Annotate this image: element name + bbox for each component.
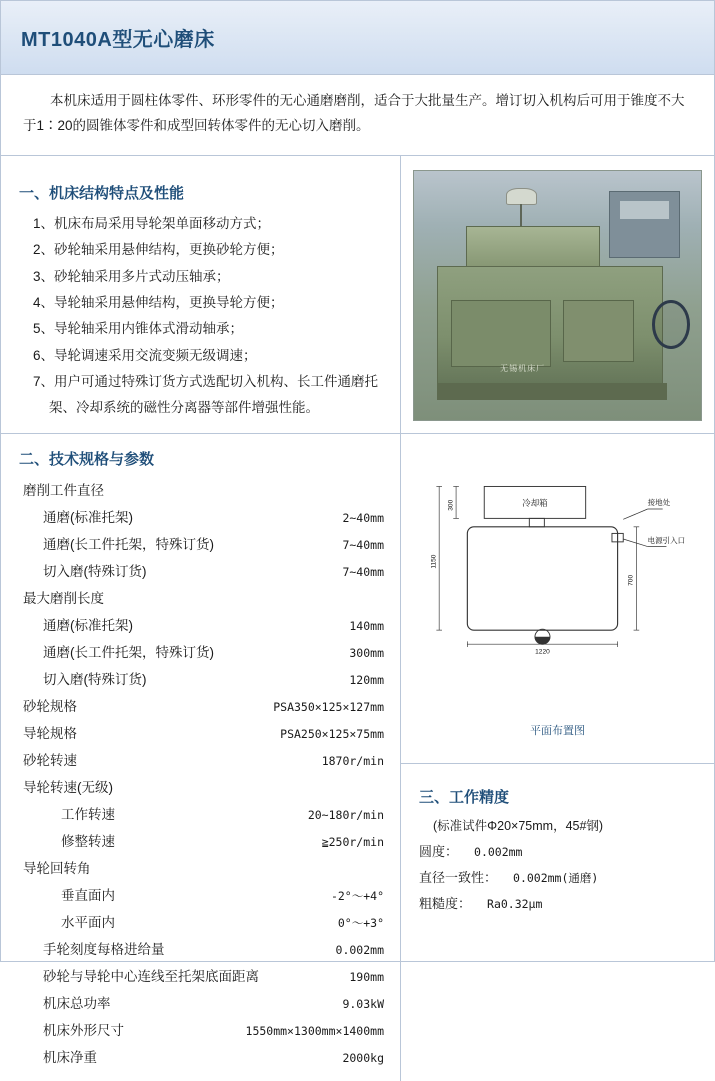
section-structure-features — [1, 156, 400, 433]
spec-list — [19, 477, 384, 1071]
list-item: 6、导轮调速采用交流变频无级调速； — [33, 347, 257, 363]
spec-row — [19, 774, 384, 801]
list-item: 4、导轮轴采用悬伸结构，更换导轮方便； — [33, 294, 284, 310]
section-technical-specs — [1, 434, 400, 1081]
handwheel-icon — [652, 300, 690, 348]
list-item: 1、机床布局采用导轮架单面移动方式； — [33, 215, 271, 231]
spec-label: 通磨(长工件托架，特殊订货) — [43, 644, 214, 660]
intro-section — [1, 75, 714, 156]
spec-value: 20~180r/min — [307, 807, 384, 822]
spec-row — [19, 666, 384, 693]
spec-value: PSA350×125×127mm — [273, 699, 384, 714]
accuracy-row — [419, 891, 698, 917]
spec-value: 0°～+3° — [337, 915, 384, 930]
machine-photo-cell — [401, 156, 714, 433]
spec-value: 1870r/min — [321, 753, 384, 768]
layout-drawing — [411, 452, 704, 720]
section3-title: 三、工作精度 — [419, 788, 510, 806]
spec-label: 磨削工件直径 — [23, 482, 104, 498]
spec-label: 机床净重 — [43, 1049, 97, 1065]
spec-label: 通磨(长工件托架，特殊订货) — [43, 536, 214, 552]
spec-row — [19, 612, 384, 639]
accuracy-label: 直径一致性： — [419, 869, 498, 885]
spec-label: 修整转速 — [61, 833, 115, 849]
control-cabinet-shape — [609, 191, 680, 258]
feature-list — [19, 211, 384, 422]
accuracy-label: 粗糙度： — [419, 895, 472, 911]
spec-value: PSA250×125×75mm — [280, 726, 384, 741]
spec-row — [19, 720, 384, 747]
spec-label: 机床外形尺寸 — [43, 1022, 124, 1038]
spec-row — [19, 477, 384, 504]
spec-row — [19, 909, 384, 936]
accuracy-row — [419, 839, 698, 865]
accuracy-note: (标准试件Φ20×75mm，45#钢) — [433, 818, 604, 833]
page-header — [1, 1, 714, 75]
accuracy-value: Ra0.32μm — [487, 896, 543, 911]
spec-value: 1550mm×1300mm×1400mm — [245, 1023, 384, 1038]
spec-value: 2~40mm — [342, 510, 384, 525]
work-lamp-icon — [506, 188, 537, 205]
spec-row — [19, 693, 384, 720]
spec-label: 导轮回转角 — [23, 860, 91, 876]
spec-row — [19, 585, 384, 612]
spec-row — [19, 855, 384, 882]
spec-value: 190mm — [349, 969, 384, 984]
spec-label: 水平面内 — [61, 914, 115, 930]
spec-row — [19, 504, 384, 531]
spec-value: 140mm — [349, 618, 384, 633]
machine-photo — [413, 170, 702, 421]
spec-row — [19, 531, 384, 558]
spec-row — [19, 828, 384, 855]
spec-label: 导轮转速(无级) — [23, 779, 113, 795]
spec-value: 120mm — [349, 672, 384, 687]
spec-row — [19, 747, 384, 774]
spec-label: 最大磨削长度 — [23, 590, 104, 606]
spec-label: 机床总功率 — [43, 995, 111, 1011]
spec-value: -2°～+4° — [330, 888, 384, 903]
spec-value: 7~40mm — [342, 564, 384, 579]
dim-right: 700 — [627, 574, 635, 586]
drawing-accuracy-column — [401, 434, 714, 1081]
spec-label: 切入磨(特殊订货) — [43, 563, 147, 579]
spec-label: 砂轮与导轮中心连线至托架底面距离 — [43, 968, 259, 984]
spec-row — [19, 1044, 384, 1071]
features-photo-row — [1, 156, 714, 434]
spec-value: 7~40mm — [342, 537, 384, 552]
spec-label: 砂轮转速 — [23, 752, 77, 768]
spec-value: 0.002mm — [335, 942, 384, 957]
features-column — [1, 156, 401, 433]
coolant-tank-label: 冷却箱 — [522, 498, 548, 509]
dim-left-small: 300 — [447, 499, 455, 511]
accuracy-value: 0.002mm — [474, 844, 523, 859]
layout-drawing-svg — [411, 452, 704, 720]
dim-left-total: 1150 — [430, 554, 438, 569]
accuracy-label: 圆度： — [419, 843, 459, 859]
layout-drawing-cell — [401, 434, 714, 764]
photo-column — [401, 156, 714, 433]
spec-label: 手轮刻度每格进给量 — [43, 941, 165, 957]
ground-point-label: 接地处 — [647, 498, 671, 508]
spec-row — [19, 882, 384, 909]
spec-label: 切入磨(特殊订货) — [43, 671, 147, 687]
spec-label: 通磨(标准托架) — [43, 509, 133, 525]
machine-brand-text: 无锡机床厂 — [500, 363, 546, 373]
list-item: 7、用户可通过特殊订货方式选配切入机构、长工件通磨托 — [33, 373, 379, 389]
power-inlet-label: 电源引入口 — [647, 535, 686, 545]
page-title: MT1040A型无心磨床 — [21, 29, 215, 51]
accuracy-value: 0.002mm(通磨) — [513, 870, 599, 885]
spec-row — [19, 1017, 384, 1044]
spec-row — [19, 558, 384, 585]
dim-bottom: 1220 — [535, 648, 550, 656]
machine-plinth — [437, 383, 667, 400]
list-item: 3、砂轮轴采用多片式动压轴承； — [33, 268, 230, 284]
spec-label: 工作转速 — [61, 806, 115, 822]
machine-side-panel — [563, 300, 634, 362]
spec-row — [19, 936, 384, 963]
intro-paragraph: 本机床适用于圆柱体零件、环形零件的无心通磨磨削，适合于大批量生产。增订切入机构后可用于锥度不大于1∶20的圆锥体零件和成型回转体零件的无心切入磨削。 — [23, 93, 685, 133]
spec-row — [19, 801, 384, 828]
section-working-accuracy — [401, 764, 714, 927]
spec-label: 垂直面内 — [61, 887, 115, 903]
spec-row — [19, 639, 384, 666]
specs-column — [1, 434, 401, 1081]
drawing-caption: 平面布置图 — [530, 724, 585, 737]
specs-drawing-row — [1, 434, 714, 1081]
spec-label: 导轮规格 — [23, 725, 77, 741]
spec-label: 砂轮规格 — [23, 698, 77, 714]
list-item-continuation — [19, 395, 384, 421]
machine-front-panel — [451, 300, 551, 367]
spec-value: 2000kg — [342, 1050, 384, 1065]
list-item: 5、导轮轴采用内锥体式滑动轴承； — [33, 321, 244, 337]
section1-title: 一、机床结构特点及性能 — [19, 184, 185, 202]
spec-value: ≧250r/min — [321, 834, 384, 849]
spec-value: 9.03kW — [342, 996, 384, 1011]
spec-value: 300mm — [349, 645, 384, 660]
list-item: 2、砂轮轴采用悬伸结构，更换砂轮方便； — [33, 242, 284, 258]
spec-row — [19, 963, 384, 990]
accuracy-row — [419, 865, 698, 891]
spec-label: 通磨(标准托架) — [43, 617, 133, 633]
section2-title: 二、技术规格与参数 — [19, 450, 155, 468]
spec-row — [19, 990, 384, 1017]
list-item-continuation-text: 架、冷却系统的磁性分离器等部件增强性能。 — [49, 400, 319, 416]
